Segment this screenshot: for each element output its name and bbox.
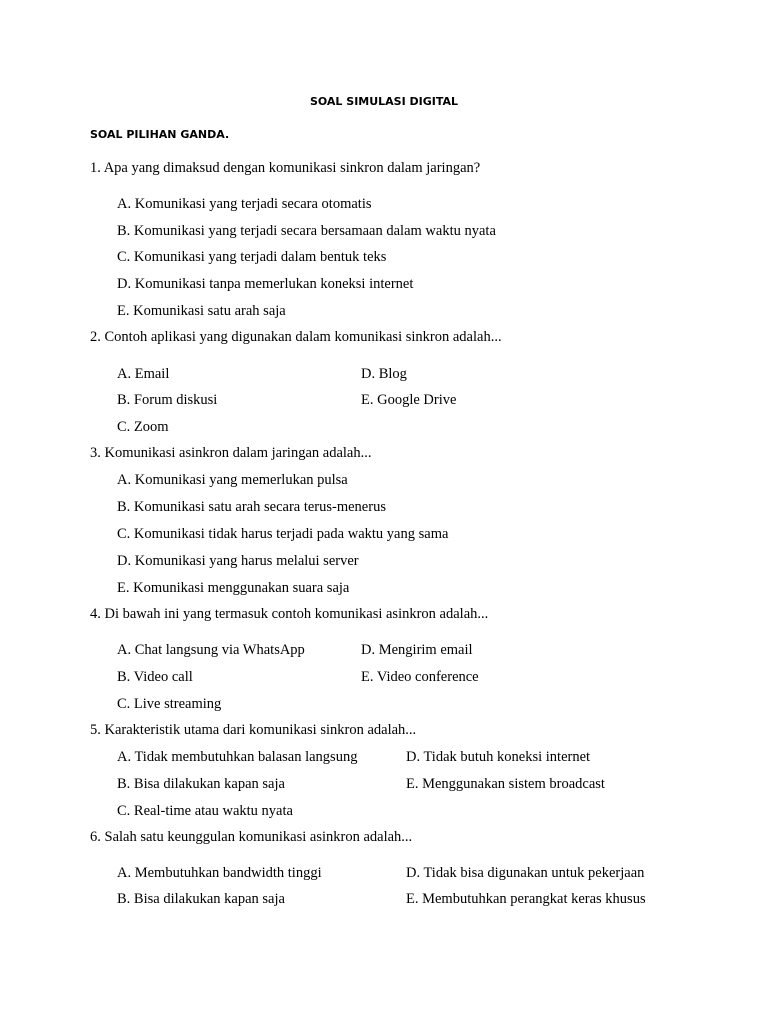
- q1-option-c: C. Komunikasi yang terjadi dalam bentuk teks: [117, 249, 387, 265]
- q2-option-a: A. Email: [117, 366, 170, 382]
- q3-option-c: C. Komunikasi tidak harus terjadi pada waktu yang sama: [117, 526, 449, 542]
- q4-option-d: D. Mengirim email: [361, 642, 473, 658]
- q3-option-e: E. Komunikasi menggunakan suara saja: [117, 580, 350, 596]
- question-4: 4. Di bawah ini yang termasuk contoh komunikasi asinkron adalah...: [90, 606, 489, 622]
- q5-option-c: C. Real-time atau waktu nyata: [117, 803, 293, 819]
- section-title: SOAL PILIHAN GANDA.: [90, 128, 230, 141]
- q4-option-c: C. Live streaming: [117, 696, 222, 712]
- q2-option-d: D. Blog: [361, 366, 407, 382]
- q3-option-a: A. Komunikasi yang memerlukan pulsa: [117, 472, 348, 488]
- question-1: 1. Apa yang dimaksud dengan komunikasi sinkron dalam jaringan?: [90, 160, 481, 176]
- q4-option-a: A. Chat langsung via WhatsApp: [117, 642, 305, 658]
- question-5: 5. Karakteristik utama dari komunikasi sinkron adalah...: [90, 722, 417, 738]
- q1-option-e: E. Komunikasi satu arah saja: [117, 303, 286, 319]
- q4-option-b: B. Video call: [117, 669, 193, 685]
- q2-option-c: C. Zoom: [117, 419, 169, 435]
- q6-option-b: B. Bisa dilakukan kapan saja: [117, 891, 285, 907]
- q6-option-d: D. Tidak bisa digunakan untuk pekerjaan: [406, 865, 645, 881]
- question-3: 3. Komunikasi asinkron dalam jaringan adalah...: [90, 445, 372, 461]
- q5-option-b: B. Bisa dilakukan kapan saja: [117, 776, 285, 792]
- q5-option-d: D. Tidak butuh koneksi internet: [406, 749, 591, 765]
- q6-option-e: E. Membutuhkan perangkat keras khusus: [406, 891, 646, 907]
- question-2: 2. Contoh aplikasi yang digunakan dalam komunikasi sinkron adalah...: [90, 329, 502, 345]
- q2-option-e: E. Google Drive: [361, 392, 457, 408]
- q1-option-d: D. Komunikasi tanpa memerlukan koneksi internet: [117, 276, 414, 292]
- q5-option-a: A. Tidak membutuhkan balasan langsung: [117, 749, 358, 765]
- q2-option-b: B. Forum diskusi: [117, 392, 218, 408]
- question-6: 6. Salah satu keunggulan komunikasi asinkron adalah...: [90, 829, 413, 845]
- q5-option-e: E. Menggunakan sistem broadcast: [406, 776, 605, 792]
- q1-option-b: B. Komunikasi yang terjadi secara bersamaan dalam waktu nyata: [117, 223, 496, 239]
- q6-option-a: A. Membutuhkan bandwidth tinggi: [117, 865, 322, 881]
- document-title: SOAL SIMULASI DIGITAL: [309, 95, 459, 108]
- q1-option-a: A. Komunikasi yang terjadi secara otomatis: [117, 196, 372, 212]
- q4-option-e: E. Video conference: [361, 669, 479, 685]
- q3-option-d: D. Komunikasi yang harus melalui server: [117, 553, 359, 569]
- q3-option-b: B. Komunikasi satu arah secara terus-menerus: [117, 499, 386, 515]
